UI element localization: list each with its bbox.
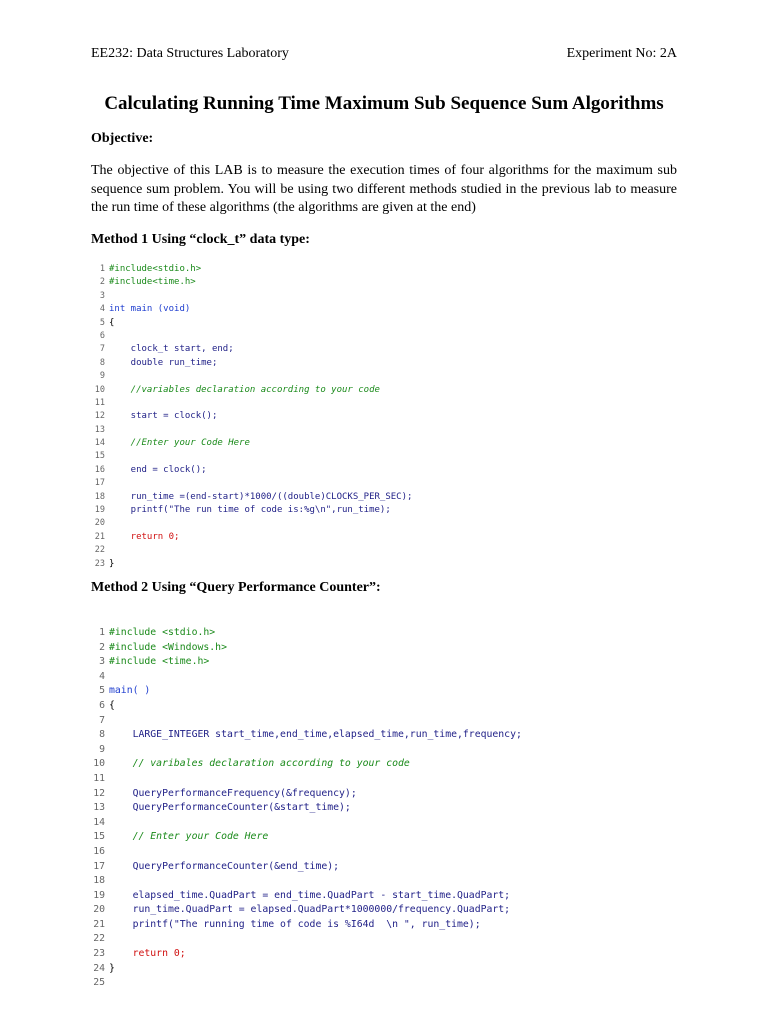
code-text: main( ) <box>109 685 151 697</box>
code-line <box>91 976 522 991</box>
method2-code-block <box>91 626 522 991</box>
line-number: 8 <box>99 729 105 741</box>
line-number: 12 <box>94 411 105 422</box>
code-text: #include <Windows.h> <box>109 641 227 653</box>
code-text: run_time.QuadPart = elapsed.QuadPart*1000000/frequency.QuadPart; <box>109 904 511 916</box>
line-number: 2 <box>99 277 105 288</box>
code-line <box>91 830 522 845</box>
line-number: 24 <box>93 962 105 974</box>
code-line <box>91 410 412 423</box>
line-number: 5 <box>99 685 105 697</box>
code-line <box>91 343 412 356</box>
code-line <box>91 558 412 571</box>
objective-paragraph: The objective of this LAB is to measure the execution times of four algorithms for the maximum sub sequence sum problem. You will be using two different methods studied in the previous lab to measure the run time of these algorithms (the algorithms are given at the end) <box>91 163 677 216</box>
line-number: 8 <box>99 357 105 368</box>
line-number: 18 <box>94 491 105 502</box>
code-text: int main (void) <box>109 304 191 315</box>
code-line <box>91 290 412 303</box>
method2-heading: Method 2 Using “Query Performance Counter”: <box>91 580 381 595</box>
code-line <box>91 544 412 557</box>
code-line <box>91 743 522 758</box>
code-text: QueryPerformanceCounter(&start_time); <box>109 802 351 814</box>
line-number: 10 <box>93 758 105 770</box>
line-number: 13 <box>94 424 105 435</box>
code-text: // Enter your Code Here <box>109 831 269 843</box>
code-text: printf("The run time of code is:%g\n",run_time); <box>109 505 391 516</box>
line-number: 23 <box>93 948 105 960</box>
code-line <box>91 903 522 918</box>
code-line <box>91 464 412 477</box>
line-number: 12 <box>93 787 105 799</box>
line-number: 17 <box>93 860 105 872</box>
line-number: 15 <box>94 451 105 462</box>
code-text: LARGE_INTEGER start_time,end_time,elapsed_time,run_time,frequency; <box>109 729 522 741</box>
line-number: 25 <box>93 977 105 989</box>
line-number: 21 <box>94 531 105 542</box>
code-line <box>91 757 522 772</box>
code-line <box>91 384 412 397</box>
code-text: printf("The running time of code is %I64d \n ", run_time); <box>109 918 481 930</box>
line-number: 3 <box>99 656 105 668</box>
code-line <box>91 330 412 343</box>
code-line <box>91 303 412 316</box>
code-line <box>91 626 522 641</box>
line-number: 20 <box>93 904 105 916</box>
page-header <box>91 46 677 64</box>
code-text: // varibales declaration according to your code <box>109 758 410 770</box>
code-text: #include<stdio.h> <box>109 264 202 274</box>
code-line <box>91 874 522 889</box>
line-number: 6 <box>99 330 105 341</box>
code-text: #include <stdio.h> <box>109 627 216 638</box>
code-text: #include <time.h> <box>109 656 210 668</box>
code-text: return 0; <box>109 531 180 542</box>
line-number: 14 <box>93 816 105 828</box>
line-number: 10 <box>94 384 105 395</box>
experiment-number: Experiment No: 2A <box>566 46 677 61</box>
line-number: 18 <box>93 875 105 887</box>
code-line <box>91 477 412 490</box>
code-line <box>91 317 412 330</box>
line-number: 9 <box>99 371 105 382</box>
line-number: 22 <box>93 933 105 945</box>
code-line <box>91 932 522 947</box>
line-number: 14 <box>94 438 105 449</box>
code-line <box>91 491 412 504</box>
code-line <box>91 699 522 714</box>
code-line <box>91 531 412 544</box>
line-number: 16 <box>93 845 105 857</box>
code-line <box>91 801 522 816</box>
code-line <box>91 655 522 670</box>
code-line <box>91 424 412 437</box>
code-text: run_time =(end-start)*1000/((double)CLOCKS_PER_SEC); <box>109 491 413 502</box>
method1-heading: Method 1 Using “clock_t” data type: <box>91 232 310 247</box>
code-text: QueryPerformanceFrequency(&frequency); <box>109 787 357 799</box>
line-number: 16 <box>94 464 105 475</box>
code-text: double run_time; <box>109 357 218 368</box>
code-text: elapsed_time.QuadPart = end_time.QuadPart - start_time.QuadPart; <box>109 889 511 901</box>
line-number: 22 <box>94 545 105 556</box>
code-line <box>91 370 412 383</box>
line-number: 7 <box>99 344 105 355</box>
code-text: { <box>109 699 115 711</box>
code-line <box>91 504 412 517</box>
code-line <box>91 947 522 962</box>
line-number: 5 <box>99 317 105 328</box>
objective-heading: Objective: <box>91 131 154 146</box>
code-line <box>91 437 412 450</box>
course-title: EE232: Data Structures Laboratory <box>91 46 289 61</box>
code-line <box>91 357 412 370</box>
code-text: } <box>109 558 115 569</box>
code-line <box>91 450 412 463</box>
code-line <box>91 714 522 729</box>
line-number: 1 <box>99 264 105 274</box>
line-number: 9 <box>99 743 105 755</box>
code-line <box>91 728 522 743</box>
code-line <box>91 772 522 787</box>
code-line <box>91 787 522 802</box>
line-number: 23 <box>94 558 105 569</box>
code-text: end = clock(); <box>109 464 207 475</box>
line-number: 4 <box>99 670 105 682</box>
line-number: 1 <box>99 627 105 638</box>
line-number: 11 <box>93 772 105 784</box>
line-number: 21 <box>93 918 105 930</box>
code-text: //variables declaration according to your code <box>109 384 380 395</box>
code-line <box>91 670 522 685</box>
line-number: 11 <box>94 397 105 408</box>
line-number: 19 <box>94 505 105 516</box>
line-number: 15 <box>93 831 105 843</box>
code-text: } <box>109 962 115 974</box>
line-number: 17 <box>94 478 105 489</box>
code-line <box>91 276 412 289</box>
code-line <box>91 517 412 530</box>
code-line <box>91 962 522 977</box>
code-line <box>91 263 412 276</box>
code-text: #include<time.h> <box>109 277 196 288</box>
document-title: Calculating Running Time Maximum Sub Sequence Sum Algorithms <box>104 93 664 114</box>
code-text: { <box>109 317 115 328</box>
code-line <box>91 816 522 831</box>
line-number: 6 <box>99 699 105 711</box>
line-number: 19 <box>93 889 105 901</box>
code-line <box>91 397 412 410</box>
code-text: start = clock(); <box>109 411 218 422</box>
line-number: 3 <box>99 290 105 301</box>
code-line <box>91 845 522 860</box>
code-text: //Enter your Code Here <box>109 438 250 449</box>
line-number: 13 <box>93 802 105 814</box>
code-line <box>91 918 522 933</box>
code-text: return 0; <box>109 948 186 960</box>
line-number: 2 <box>99 641 105 653</box>
code-line <box>91 860 522 875</box>
code-line <box>91 684 522 699</box>
code-line <box>91 641 522 656</box>
code-line <box>91 889 522 904</box>
code-text: clock_t start, end; <box>109 344 234 355</box>
code-text: QueryPerformanceCounter(&end_time); <box>109 860 340 872</box>
line-number: 20 <box>94 518 105 529</box>
line-number: 7 <box>99 714 105 726</box>
method1-code-block <box>91 263 412 571</box>
line-number: 4 <box>99 304 105 315</box>
